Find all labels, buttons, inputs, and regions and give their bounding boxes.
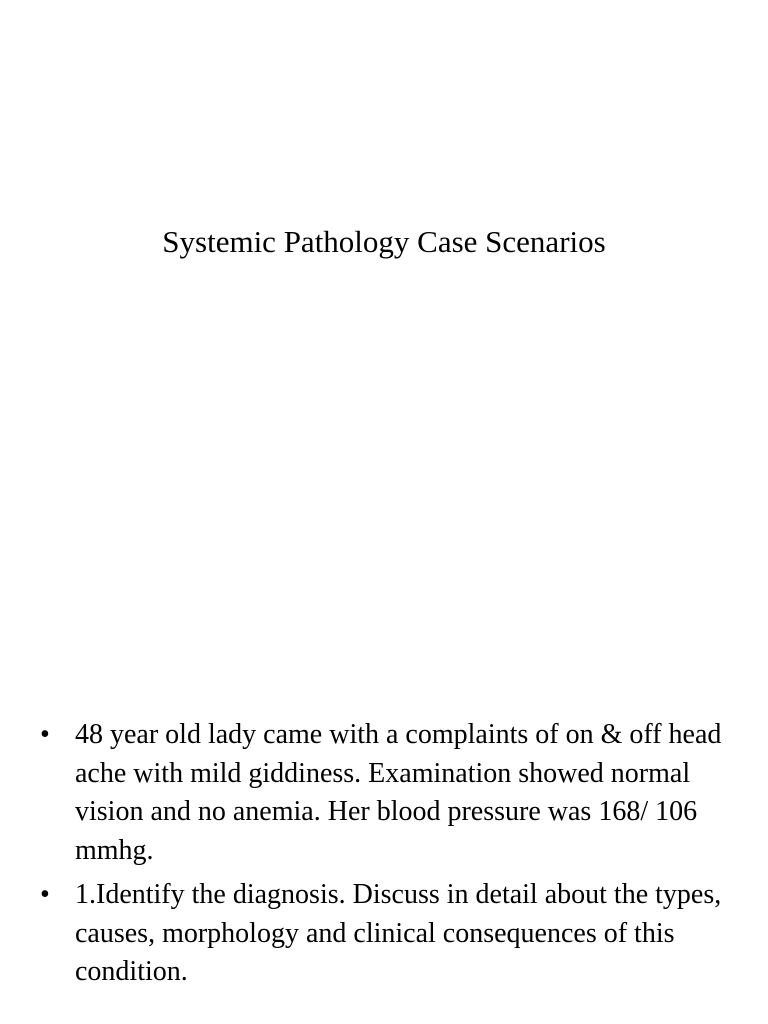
bullet-list [40, 716, 730, 998]
bullet-item-question [40, 876, 730, 992]
bullet-marker: • [40, 879, 50, 910]
bullet-text: 48 year old lady came with a complaints of on & off head ache with mild giddiness. Examination showed normal vision and no anemia. Her blood pressure was 168/ 106 mmhg. [75, 719, 722, 866]
bullet-text: 1.Identify the diagnosis. Discuss in detail about the types, causes, morphology and clinical consequences of this condition. [75, 879, 722, 987]
slide-title: Systemic Pathology Case Scenarios [162, 224, 606, 259]
bullet-item-case-description [40, 716, 730, 870]
bullet-marker: • [40, 719, 50, 750]
